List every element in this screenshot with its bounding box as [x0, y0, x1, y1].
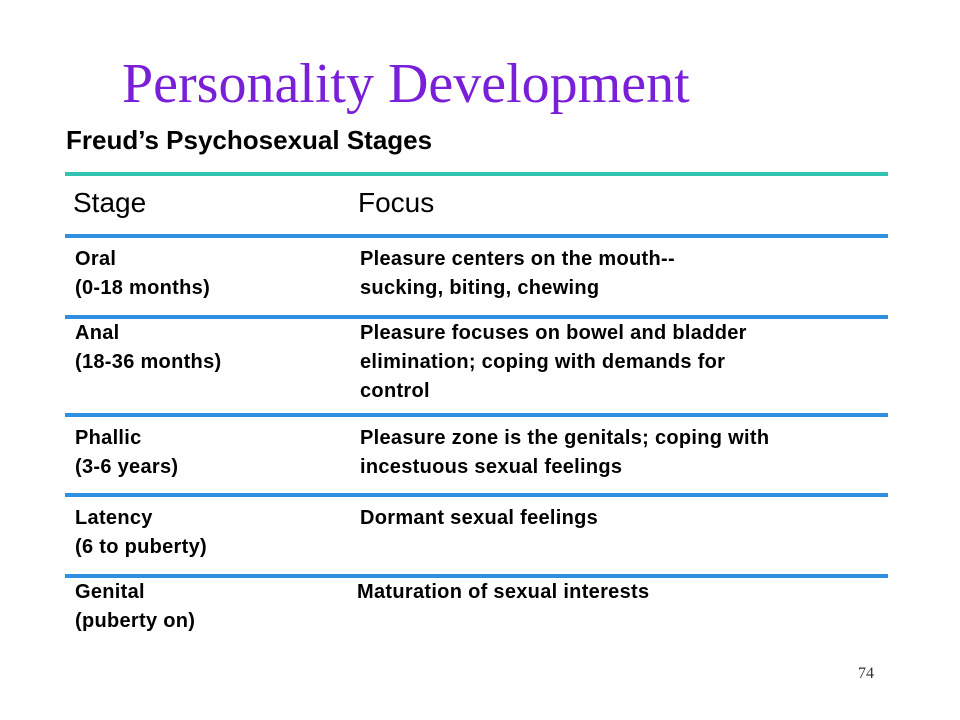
focus-cell: Pleasure centers on the mouth-- sucking, biting, chewing [360, 248, 675, 299]
stage-cell: Anal (18-36 months) [75, 322, 222, 373]
focus-cell: Dormant sexual feelings [360, 507, 599, 529]
row-divider [65, 493, 888, 497]
column-header-focus: Focus [358, 187, 435, 218]
stage-cell: Latency (6 to puberty) [75, 507, 207, 558]
stage-cell: Phallic (3-6 years) [75, 427, 179, 478]
focus-cell: Pleasure focuses on bowel and bladder elimination; coping with demands for control [360, 322, 747, 402]
row-divider [65, 234, 888, 238]
focus-cell: Maturation of sexual interests [357, 581, 650, 603]
slide-number: 74 [858, 665, 874, 682]
stage-cell: Oral (0-18 months) [75, 248, 211, 299]
table-top-rule [65, 172, 888, 176]
row-divider [65, 413, 888, 417]
focus-cell: Pleasure zone is the genitals; coping with incestuous sexual feelings [360, 427, 770, 478]
stage-cell: Genital (puberty on) [75, 581, 196, 632]
slide-subtitle: Freud’s Psychosexual Stages [66, 125, 433, 155]
column-header-stage: Stage [73, 187, 147, 218]
slide-title: Personality Development [122, 53, 690, 115]
